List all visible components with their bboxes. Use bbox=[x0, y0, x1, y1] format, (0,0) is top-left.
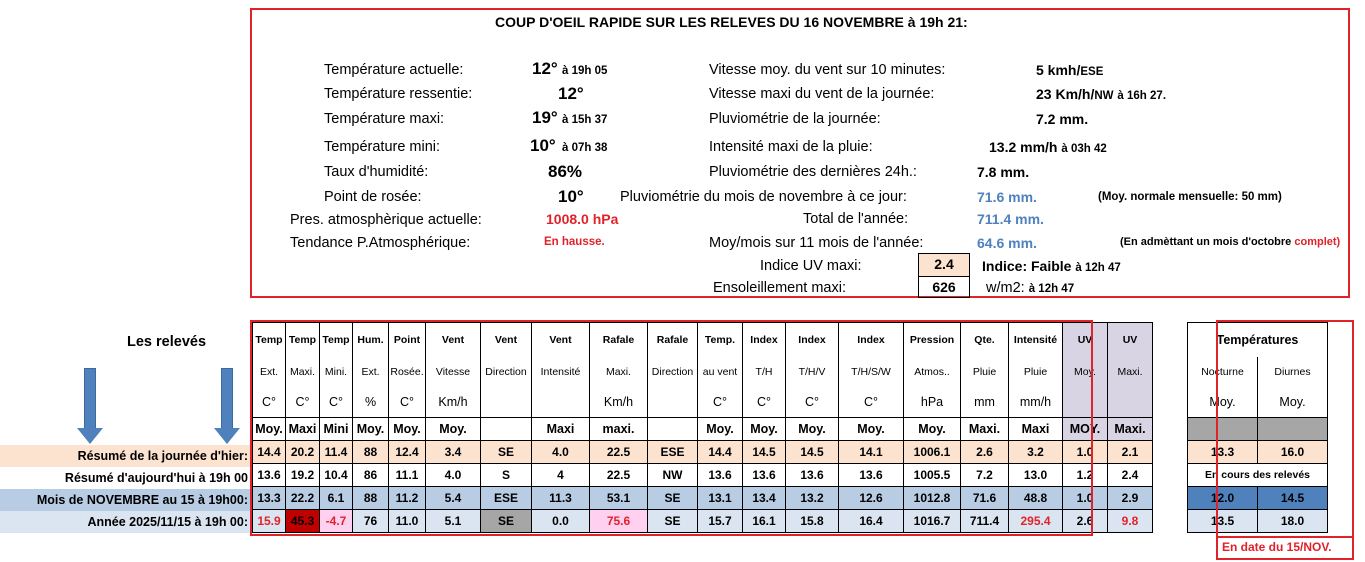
column-header: Temp bbox=[286, 323, 320, 358]
column-header: Intensité bbox=[1009, 323, 1063, 358]
column-header: Moy. bbox=[253, 418, 286, 441]
data-cell: 14.4 bbox=[253, 441, 286, 464]
column-header: Vent bbox=[426, 323, 481, 358]
data-cell: 1.0 bbox=[1063, 487, 1108, 510]
min-temp-time: à 07h 38 bbox=[562, 142, 608, 154]
rain-month-note: (Moy. normale mensuelle: 50 mm) bbox=[1098, 191, 1282, 203]
column-header: hPa bbox=[904, 387, 961, 418]
data-cell: 14.4 bbox=[698, 441, 743, 464]
data-cell: 295.4 bbox=[1009, 510, 1063, 533]
column-header bbox=[1188, 418, 1258, 441]
data-cell: 13.0 bbox=[1009, 464, 1063, 487]
column-header: Temp. bbox=[698, 323, 743, 358]
pressure-value: 1008.0 hPa bbox=[546, 211, 619, 227]
row-label-year: Année 2025/11/15 à 19h 00: bbox=[0, 511, 252, 533]
data-cell: 11.4 bbox=[320, 441, 353, 464]
pressure-label: Pres. atmosphèrique actuelle: bbox=[290, 212, 482, 228]
uv-max-value: 2.4 bbox=[918, 253, 970, 277]
data-cell: 45.3 bbox=[286, 510, 320, 533]
column-header: UV bbox=[1063, 323, 1108, 358]
column-header: Ext. bbox=[253, 357, 286, 387]
column-header: Moy. bbox=[904, 418, 961, 441]
data-cell: 11.0 bbox=[389, 510, 426, 533]
trend-value: En hausse. bbox=[544, 236, 605, 248]
column-header: C° bbox=[698, 387, 743, 418]
feels-like-value: 12° bbox=[558, 84, 584, 103]
data-cell: 19.2 bbox=[286, 464, 320, 487]
data-cell: 1016.7 bbox=[904, 510, 961, 533]
status-note: En cours des relevés bbox=[1188, 464, 1328, 487]
rain-avg-label: Moy/mois sur 11 mois de l'année: bbox=[709, 235, 924, 251]
spacer-cell bbox=[1153, 357, 1188, 387]
column-header: T/H bbox=[743, 357, 786, 387]
trend-label: Tendance P.Atmosphérique: bbox=[290, 235, 471, 251]
column-header: C° bbox=[743, 387, 786, 418]
data-cell: 13.3 bbox=[1188, 441, 1258, 464]
header-row bbox=[253, 418, 1328, 441]
data-cell: 13.6 bbox=[786, 464, 839, 487]
data-cell: 22.2 bbox=[286, 487, 320, 510]
data-cell: 88 bbox=[353, 487, 389, 510]
data-cell: 16.1 bbox=[743, 510, 786, 533]
column-header bbox=[481, 418, 532, 441]
column-header: C° bbox=[286, 387, 320, 418]
releves-title: Les relevés bbox=[127, 334, 207, 350]
data-cell: 4.0 bbox=[426, 464, 481, 487]
column-header: Temp bbox=[253, 323, 286, 358]
header-row bbox=[253, 357, 1328, 387]
dew-point-value: 10° bbox=[558, 187, 584, 206]
data-cell: 2.1 bbox=[1108, 441, 1153, 464]
data-cell: 5.4 bbox=[426, 487, 481, 510]
data-cell: 4 bbox=[532, 464, 590, 487]
data-cell: 22.5 bbox=[590, 441, 648, 464]
column-header: mm bbox=[961, 387, 1009, 418]
header-row bbox=[253, 323, 1328, 358]
current-temp-value: 12° bbox=[532, 59, 558, 78]
rain-day-value: 7.2 mm. bbox=[1036, 111, 1089, 127]
column-header: mm/h bbox=[1009, 387, 1063, 418]
column-header: Maxi bbox=[532, 418, 590, 441]
data-cell: 12.0 bbox=[1188, 487, 1258, 510]
current-temp-label: Température actuelle: bbox=[324, 62, 464, 78]
column-header: Pluie bbox=[961, 357, 1009, 387]
wind-max-label: Vitesse maxi du vent de la journée: bbox=[709, 86, 935, 102]
data-cell: 86 bbox=[353, 464, 389, 487]
column-header bbox=[1258, 418, 1328, 441]
column-header bbox=[1108, 387, 1153, 418]
data-cell: 13.6 bbox=[743, 464, 786, 487]
data-cell: 1005.5 bbox=[904, 464, 961, 487]
footer-date: En date du 15/NOV. bbox=[1222, 540, 1332, 554]
spacer-cell bbox=[1153, 487, 1188, 510]
column-header: MOY. bbox=[1063, 418, 1108, 441]
column-header: Moy. bbox=[698, 418, 743, 441]
column-header: C° bbox=[253, 387, 286, 418]
column-header: Moy. bbox=[1063, 357, 1108, 387]
column-header: Hum. bbox=[353, 323, 389, 358]
rain-day-label: Pluviométrie de la journée: bbox=[709, 111, 881, 127]
data-cell: ESE bbox=[648, 441, 698, 464]
column-header: Moy. bbox=[743, 418, 786, 441]
column-header: Moy. bbox=[1188, 387, 1258, 418]
column-header: Maxi. bbox=[1108, 357, 1153, 387]
data-cell: 76 bbox=[353, 510, 389, 533]
column-header: C° bbox=[786, 387, 839, 418]
column-header: Atmos.. bbox=[904, 357, 961, 387]
data-cell: 3.4 bbox=[426, 441, 481, 464]
data-cell: 1.0 bbox=[1063, 441, 1108, 464]
column-header: Moy. bbox=[353, 418, 389, 441]
spacer-cell bbox=[1153, 387, 1188, 418]
data-cell: S bbox=[481, 464, 532, 487]
data-cell: 13.6 bbox=[253, 464, 286, 487]
min-temp-value: 10° bbox=[530, 136, 556, 155]
column-header: T/H/S/W bbox=[839, 357, 904, 387]
column-header: C° bbox=[389, 387, 426, 418]
header-row bbox=[253, 387, 1328, 418]
column-header: Diurnes bbox=[1258, 357, 1328, 387]
spacer-cell bbox=[1153, 323, 1188, 358]
data-cell: SE bbox=[648, 510, 698, 533]
data-cell: 6.1 bbox=[320, 487, 353, 510]
data-cell: 13.1 bbox=[698, 487, 743, 510]
data-cell: 13.2 bbox=[786, 487, 839, 510]
column-header: Maxi. bbox=[286, 357, 320, 387]
data-cell: 11.1 bbox=[389, 464, 426, 487]
dew-point-label: Point de rosée: bbox=[324, 189, 422, 205]
column-header: Ext. bbox=[353, 357, 389, 387]
humidity-label: Taux d'humidité: bbox=[324, 164, 429, 180]
data-cell: 10.4 bbox=[320, 464, 353, 487]
table-row bbox=[253, 441, 1328, 464]
column-header: Maxi bbox=[1009, 418, 1063, 441]
data-cell: 2.6 bbox=[961, 441, 1009, 464]
column-header: Rafale bbox=[648, 323, 698, 358]
data-cell: 12.6 bbox=[839, 487, 904, 510]
spacer-cell bbox=[1153, 510, 1188, 533]
wind-avg-label: Vitesse moy. du vent sur 10 minutes: bbox=[709, 62, 946, 78]
data-cell: 15.8 bbox=[786, 510, 839, 533]
data-cell: 15.9 bbox=[253, 510, 286, 533]
current-temp-time: à 19h 05 bbox=[562, 65, 608, 77]
releves-table bbox=[252, 322, 1328, 533]
rain-24h-value: 7.8 mm. bbox=[977, 164, 1030, 180]
data-cell: 18.0 bbox=[1258, 510, 1328, 533]
data-cell: 13.3 bbox=[253, 487, 286, 510]
column-header: Km/h bbox=[590, 387, 648, 418]
data-cell: 14.5 bbox=[1258, 487, 1328, 510]
data-cell: 11.3 bbox=[532, 487, 590, 510]
column-header: Moy. bbox=[389, 418, 426, 441]
table-row bbox=[253, 487, 1328, 510]
column-header: UV bbox=[1108, 323, 1153, 358]
data-cell: 2.4 bbox=[1108, 464, 1153, 487]
data-cell: 5.1 bbox=[426, 510, 481, 533]
rain-month-label: Pluviométrie du mois de novembre à ce jour: bbox=[620, 189, 907, 205]
data-cell: 13.5 bbox=[1188, 510, 1258, 533]
column-header: Maxi. bbox=[961, 418, 1009, 441]
spacer-cell bbox=[1153, 464, 1188, 487]
data-cell: 13.4 bbox=[743, 487, 786, 510]
data-cell: 12.4 bbox=[389, 441, 426, 464]
data-cell: NW bbox=[648, 464, 698, 487]
data-cell: 2.6 bbox=[1063, 510, 1108, 533]
rain-intensity-value: 13.2 mm/h à 03h 42 bbox=[989, 139, 1107, 155]
data-cell: 13.6 bbox=[839, 464, 904, 487]
column-header: Rosée. bbox=[389, 357, 426, 387]
column-header: Maxi. bbox=[590, 357, 648, 387]
data-cell: SE bbox=[648, 487, 698, 510]
wind-max-value: 23 Km/h/NW à 16h 27. bbox=[1036, 86, 1167, 102]
data-cell: SE bbox=[481, 510, 532, 533]
data-cell: 14.5 bbox=[786, 441, 839, 464]
rain-avg-note: (En admèttant un mois d'octobre complet) bbox=[1120, 236, 1341, 248]
column-header: au vent bbox=[698, 357, 743, 387]
column-header bbox=[648, 418, 698, 441]
rain-24h-label: Pluviométrie des dernières 24h.: bbox=[709, 164, 917, 180]
column-header: Index bbox=[839, 323, 904, 358]
data-cell: 16.4 bbox=[839, 510, 904, 533]
max-temp-value: 19° bbox=[532, 108, 558, 127]
data-cell: 88 bbox=[353, 441, 389, 464]
column-header: Nocturne bbox=[1188, 357, 1258, 387]
data-cell: 14.1 bbox=[839, 441, 904, 464]
column-header: Moy. bbox=[426, 418, 481, 441]
column-header: % bbox=[353, 387, 389, 418]
column-header: Rafale bbox=[590, 323, 648, 358]
column-header: maxi. bbox=[590, 418, 648, 441]
data-cell: 2.9 bbox=[1108, 487, 1153, 510]
data-cell: 1.2 bbox=[1063, 464, 1108, 487]
data-cell: 48.8 bbox=[1009, 487, 1063, 510]
column-header bbox=[481, 387, 532, 418]
feels-like-label: Température ressentie: bbox=[324, 86, 473, 102]
data-cell: 4.0 bbox=[532, 441, 590, 464]
min-temp-label: Température mini: bbox=[324, 139, 441, 155]
data-cell: 1012.8 bbox=[904, 487, 961, 510]
rain-avg-value: 64.6 mm. bbox=[977, 235, 1037, 251]
column-header: Moy. bbox=[1258, 387, 1328, 418]
sun-unit: w/m2: à 12h 47 bbox=[986, 280, 1075, 296]
max-temp-time: à 15h 37 bbox=[562, 114, 608, 126]
column-header: Direction bbox=[481, 357, 532, 387]
footer-frame bbox=[1216, 536, 1354, 560]
column-header: Qte. bbox=[961, 323, 1009, 358]
rain-year-label: Total de l'année: bbox=[803, 211, 909, 227]
column-header: Vent bbox=[532, 323, 590, 358]
row-label-today: Résumé d'aujourd'hui à 19h 00 bbox=[64, 471, 248, 485]
data-cell: 15.7 bbox=[698, 510, 743, 533]
data-cell: 11.2 bbox=[389, 487, 426, 510]
column-header: Maxi. bbox=[1108, 418, 1153, 441]
data-cell: -4.7 bbox=[320, 510, 353, 533]
uv-max-label: Indice UV maxi: bbox=[760, 258, 862, 274]
column-header: T/H/V bbox=[786, 357, 839, 387]
spacer-cell bbox=[1153, 418, 1188, 441]
column-header: Mini bbox=[320, 418, 353, 441]
column-header: Pression bbox=[904, 323, 961, 358]
data-cell: 16.0 bbox=[1258, 441, 1328, 464]
data-cell: 9.8 bbox=[1108, 510, 1153, 533]
column-header: Moy. bbox=[839, 418, 904, 441]
row-label-month: Mois de NOVEMBRE au 15 à 19h00: bbox=[0, 489, 252, 511]
data-cell: 1006.1 bbox=[904, 441, 961, 464]
column-header: Km/h bbox=[426, 387, 481, 418]
column-header: Maxi bbox=[286, 418, 320, 441]
uv-index-text: Indice: Faible à 12h 47 bbox=[982, 258, 1121, 274]
table-row bbox=[253, 464, 1328, 487]
summary-title: COUP D'OEIL RAPIDE SUR LES RELEVES DU 16 NOVEMBRE à 19h 21: bbox=[495, 14, 968, 30]
column-header: Index bbox=[786, 323, 839, 358]
column-header: Temp bbox=[320, 323, 353, 358]
column-header: Mini. bbox=[320, 357, 353, 387]
max-temp-label: Température maxi: bbox=[324, 111, 445, 127]
data-cell: 13.6 bbox=[698, 464, 743, 487]
data-cell: 3.2 bbox=[1009, 441, 1063, 464]
column-header: Point bbox=[389, 323, 426, 358]
humidity-value: 86% bbox=[548, 162, 583, 181]
data-cell: 7.2 bbox=[961, 464, 1009, 487]
data-cell: ESE bbox=[481, 487, 532, 510]
column-header: Intensité bbox=[532, 357, 590, 387]
data-cell: 14.5 bbox=[743, 441, 786, 464]
data-cell: 53.1 bbox=[590, 487, 648, 510]
spacer-cell bbox=[1153, 441, 1188, 464]
column-header: C° bbox=[839, 387, 904, 418]
column-header: Températures bbox=[1188, 323, 1328, 358]
column-header: C° bbox=[320, 387, 353, 418]
wind-avg-value: 5 kmh/ESE bbox=[1036, 62, 1104, 78]
column-header: Index bbox=[743, 323, 786, 358]
data-cell: 20.2 bbox=[286, 441, 320, 464]
row-label-yesterday: Résumé de la journée d'hier: bbox=[0, 445, 252, 467]
data-cell: 71.6 bbox=[961, 487, 1009, 510]
data-cell: 22.5 bbox=[590, 464, 648, 487]
data-cell: 75.6 bbox=[590, 510, 648, 533]
column-header bbox=[532, 387, 590, 418]
rain-year-value: 711.4 mm. bbox=[977, 211, 1044, 227]
data-cell: 0.0 bbox=[532, 510, 590, 533]
column-header: Vitesse bbox=[426, 357, 481, 387]
rain-intensity-label: Intensité maxi de la pluie: bbox=[709, 139, 873, 155]
column-header: Pluie bbox=[1009, 357, 1063, 387]
column-header bbox=[1063, 387, 1108, 418]
table-row bbox=[253, 510, 1328, 533]
column-header: Direction bbox=[648, 357, 698, 387]
column-header: Vent bbox=[481, 323, 532, 358]
rain-month-value: 71.6 mm. bbox=[977, 189, 1037, 205]
sun-max-value: 626 bbox=[918, 276, 970, 298]
column-header bbox=[648, 387, 698, 418]
sun-max-label: Ensoleillement maxi: bbox=[713, 280, 846, 296]
column-header: Moy. bbox=[786, 418, 839, 441]
data-cell: SE bbox=[481, 441, 532, 464]
data-cell: 711.4 bbox=[961, 510, 1009, 533]
